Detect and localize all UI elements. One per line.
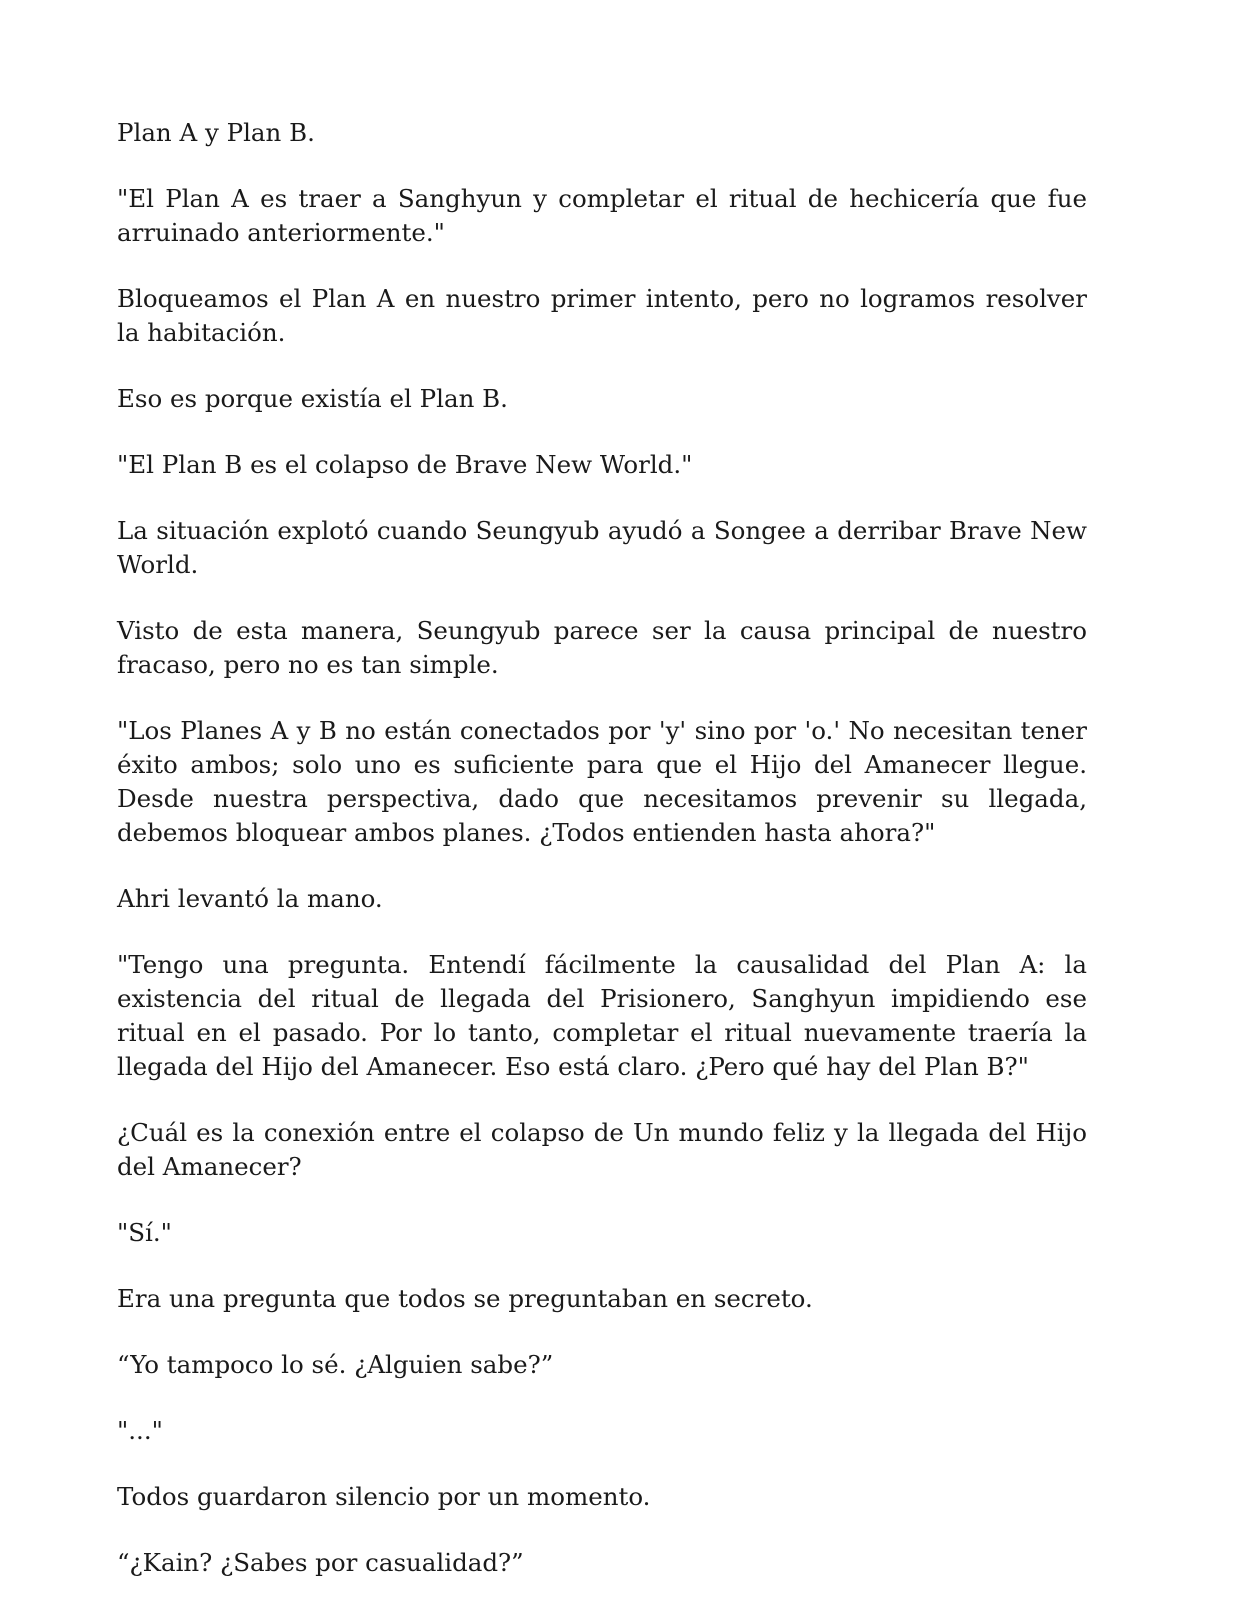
paragraph-7: Visto de esta manera, Seungyub parece ser la causa principal de nuestro fracaso, pero no es tan simple.	[117, 616, 1087, 679]
paragraph-12: "Sí."	[117, 1218, 172, 1247]
paragraph-10: "Tengo una pregunta. Entendí fácilmente la causalidad del Plan A: la existencia del ritual de llegada del Prisionero, Sanghyun impidiendo ese ritual en el pasado. Por lo tanto, completar el ritual nuevamente traería la llegada del Hijo del Amanecer. Eso está claro. ¿Pero qué hay del Plan B?"	[117, 950, 1087, 1081]
paragraph-15: "..."	[117, 1416, 163, 1445]
paragraph-6: La situación explotó cuando Seungyub ayudó a Songee a derribar Brave New World.	[117, 516, 1087, 579]
paragraph-2: "El Plan A es traer a Sanghyun y completar el ritual de hechicería que fue arruinado anteriormente."	[117, 184, 1087, 247]
paragraph-3: Bloqueamos el Plan A en nuestro primer intento, pero no logramos resolver la habitación.	[117, 284, 1087, 347]
paragraph-5: "El Plan B es el colapso de Brave New World."	[117, 450, 693, 479]
paragraph-8: "Los Planes A y B no están conectados por 'y' sino por 'o.' No necesitan tener éxito ambos; solo uno es suficiente para que el Hijo del Amanecer llegue. Desde nuestra perspectiva, dado que necesitamos prevenir su llegada, debemos bloquear ambos planes. ¿Todos entienden hasta ahora?"	[117, 716, 1087, 847]
document-page	[117, 116, 1087, 1612]
paragraph-9: Ahri levantó la mano.	[117, 884, 383, 913]
paragraph-4: Eso es porque existía el Plan B.	[117, 384, 508, 413]
paragraph-11: ¿Cuál es la conexión entre el colapso de Un mundo feliz y la llegada del Hijo del Amanecer?	[117, 1118, 1087, 1181]
paragraph-14: “Yo tampoco lo sé. ¿Alguien sabe?”	[117, 1350, 554, 1379]
paragraph-17: “¿Kain? ¿Sabes por casualidad?”	[117, 1548, 524, 1577]
paragraph-1: Plan A y Plan B.	[117, 118, 315, 147]
paragraph-13: Era una pregunta que todos se preguntaban en secreto.	[117, 1284, 813, 1313]
paragraph-16: Todos guardaron silencio por un momento.	[117, 1482, 651, 1511]
